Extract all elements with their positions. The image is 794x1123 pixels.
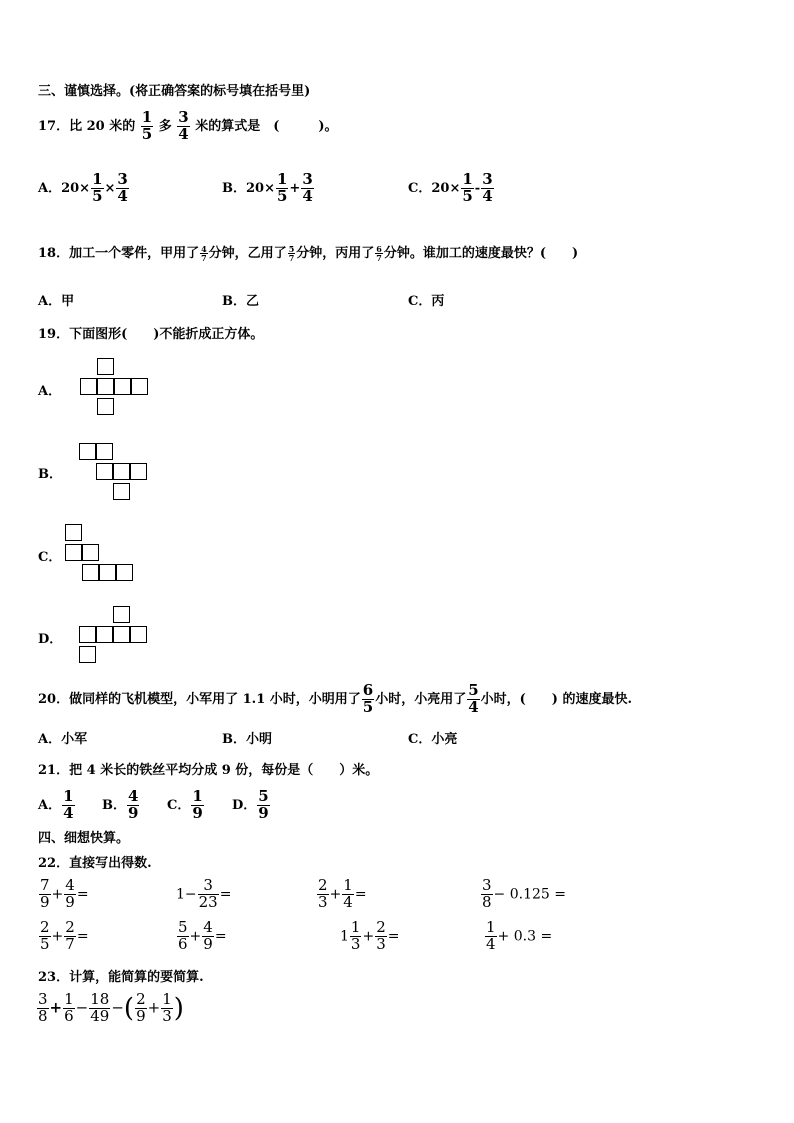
q19-option-a-label[interactable]: A． bbox=[38, 384, 62, 399]
q21-option-c[interactable]: C． $\frac{1}{9}$ bbox=[167, 787, 203, 822]
cube-net-c[interactable] bbox=[65, 524, 137, 584]
fraction: $\frac{3}{4}$ bbox=[178, 108, 189, 143]
question-20: 20．做同样的飞机模型，小军用了 1.1 小时，小明用了 $\frac{6}{5}$ 小时，小亮用了 $\frac{5}{4}$ 小时，( ) 的速度最快. bbox=[38, 681, 633, 716]
q18-option-a[interactable]: A．甲 bbox=[38, 294, 75, 309]
expression-8: $\frac{1}{4}$ + 0.3 = bbox=[486, 918, 553, 953]
q21-option-b[interactable]: B． $\frac{4}{9}$ bbox=[102, 787, 139, 822]
q17-option-c[interactable]: C．20× $\frac{1}{5}$ - $\frac{3}{4}$ bbox=[408, 170, 493, 205]
q17-option-a[interactable]: A．20× $\frac{1}{5}$ × $\frac{3}{4}$ bbox=[38, 170, 128, 205]
cube-net-a[interactable] bbox=[80, 358, 150, 418]
q20-option-c[interactable]: C．小亮 bbox=[408, 732, 458, 747]
question-18: 18．加工一个零件，甲用了 $\frac{4}{7}$ 分钟，乙用了 $\frac{5}{7}$ 分钟，丙用了 $\frac{6}{7}$ 分钟。谁加工的速度最快？( ) bbox=[38, 243, 579, 263]
q20-option-a[interactable]: A．小军 bbox=[38, 732, 88, 747]
q20-option-b[interactable]: B．小明 bbox=[222, 732, 273, 747]
expression-3: $\frac{2}{3}$ + $\frac{1}{4}$ = bbox=[318, 876, 367, 911]
fraction: $\frac{1}{5}$ bbox=[141, 108, 153, 143]
expression-1: $\frac{7}{9}$ + $\frac{4}{9}$ = bbox=[40, 876, 89, 911]
section-4-heading: 四、细想快算。 bbox=[38, 831, 130, 846]
q23-expression: $\frac{3}{8}$ + $\frac{1}{6}$ − $\frac{18}{49}$ −( $\frac{2}{9}$ + $\frac{1}{3}$ ) bbox=[38, 990, 184, 1025]
question-17: 17．比 20 米的 $\frac{1}{5}$ 多 $\frac{3}{4}$ 米的算式是 ( )。 bbox=[38, 108, 338, 143]
q19-option-b-label[interactable]: B． bbox=[38, 467, 62, 482]
expression-7: 1 $\frac{1}{3}$ + $\frac{2}{3}$ = bbox=[340, 918, 400, 953]
q21-option-a[interactable]: A． $\frac{1}{4}$ bbox=[38, 787, 74, 822]
expression-5: $\frac{2}{5}$ + $\frac{2}{7}$ = bbox=[40, 918, 89, 953]
section-3-heading: 三、谨慎选择。(将正确答案的标号填在括号里) bbox=[38, 84, 311, 99]
q18-option-b[interactable]: B．乙 bbox=[222, 294, 260, 309]
cube-net-d[interactable] bbox=[79, 606, 151, 666]
expression-4: $\frac{3}{8}$ − 0.125 = bbox=[482, 876, 566, 911]
question-21: 21．把 4 米长的铁丝平均分成 9 份，每份是（ ）米。 bbox=[38, 763, 379, 778]
cube-net-b[interactable] bbox=[79, 443, 151, 503]
q21-option-d[interactable]: D． $\frac{5}{9}$ bbox=[232, 787, 269, 822]
question-19: 19．下面图形( )不能折成正方体。 bbox=[38, 327, 264, 342]
q17-option-b[interactable]: B．20× $\frac{1}{5}$ + $\frac{3}{4}$ bbox=[222, 170, 313, 205]
question-23: 23．计算，能简算的要简算. bbox=[38, 970, 204, 985]
q19-option-c-label[interactable]: C． bbox=[38, 550, 62, 565]
q19-option-d-label[interactable]: D． bbox=[38, 632, 63, 647]
expression-6: $\frac{5}{6}$ + $\frac{4}{9}$ = bbox=[178, 918, 227, 953]
question-22: 22．直接写出得数. bbox=[38, 856, 152, 871]
q18-option-c[interactable]: C．丙 bbox=[408, 294, 445, 309]
expression-2: 1− $\frac{3}{23}$ = bbox=[176, 876, 232, 911]
